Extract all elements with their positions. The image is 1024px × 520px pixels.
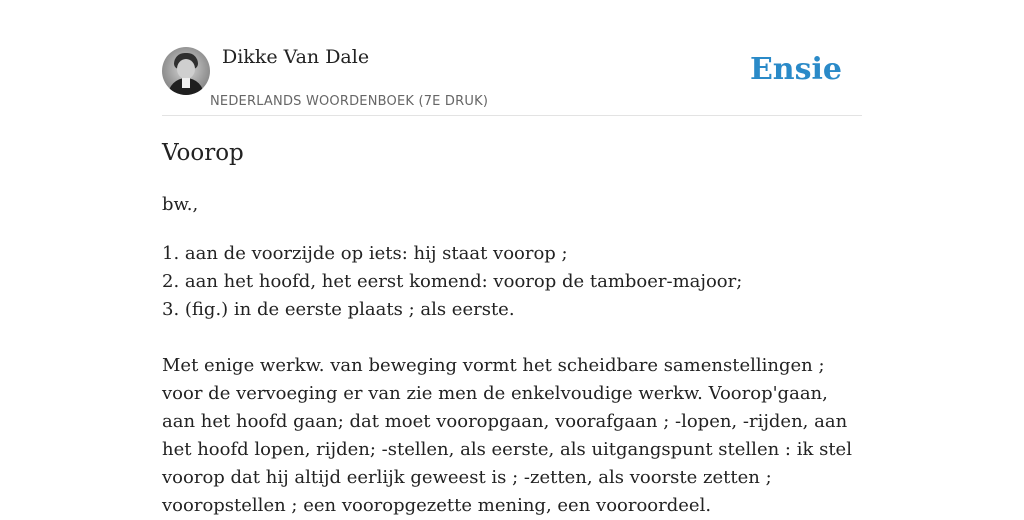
sense-item: 1. aan de voorzijde op iets: hij staat voorop ;	[162, 243, 568, 264]
dictionary-subtitle: NEDERLANDS WOORDENBOEK (7E DRUK)	[210, 94, 489, 109]
brand-logo-link[interactable]: Ensie	[749, 52, 842, 87]
sense-list	[162, 240, 742, 324]
sense-item: 2. aan het hoofd, het eerst komend: voorop de tamboer-majoor;	[162, 271, 743, 292]
part-of-speech: bw.,	[162, 194, 199, 215]
dictionary-header	[162, 40, 862, 116]
entry-body-text: Met enige werkw. van beweging vormt het scheidbare samenstellingen ; voor de vervoeging er van zie men de enkelvoudige werkw. Voorop'gaan, aan het hoofd gaan; dat moet vooropgaan, voorafgaan ; -lopen, -rijden, aan het hoofd lopen, rijden; -stellen, als eerste, als uitgangspunt stellen : ik stel voorop dat hij altijd eerlijk geweest is ; -zetten, als voorste zetten ; vooropstellen ; een vooropgezette mening, een vooroordeel.	[162, 355, 852, 516]
author-avatar[interactable]	[162, 47, 210, 95]
dictionary-name[interactable]: Dikke Van Dale	[222, 46, 370, 68]
header-divider	[162, 115, 862, 116]
entry-headword: Voorop	[162, 140, 244, 166]
sense-item: 3. (fig.) in de eerste plaats ; als eerste.	[162, 299, 515, 320]
avatar-collar	[182, 78, 190, 88]
avatar-face	[177, 59, 195, 79]
